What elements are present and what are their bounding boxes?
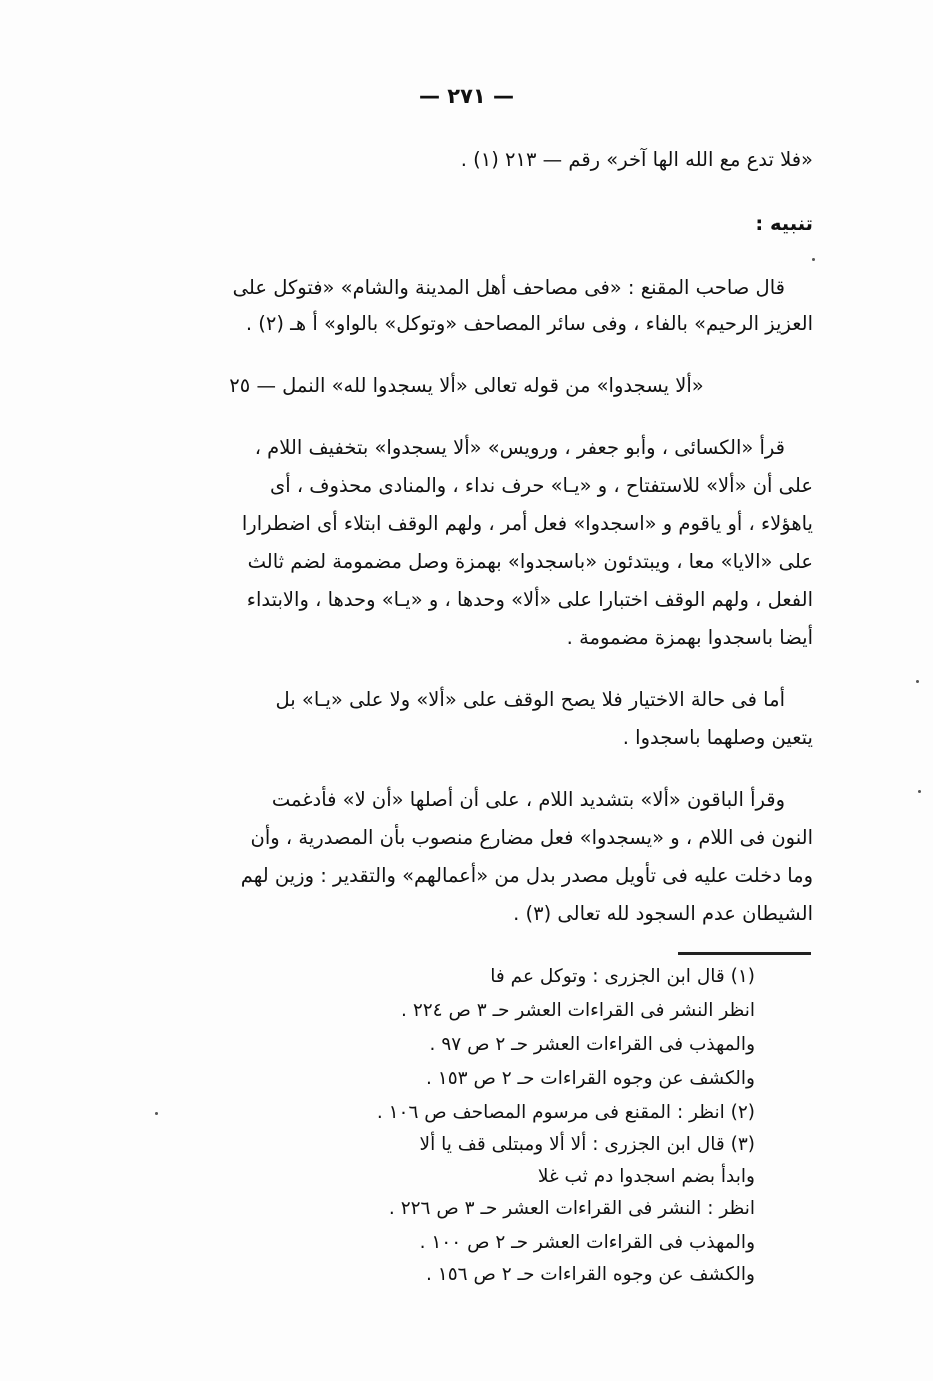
footnote-line: وابدأ بضم اسجدوا دم ثب غلا (537, 1166, 755, 1187)
footnote-line: والمهذب فى القراءات العشر حـ ٢ ص ١٠٠ . (419, 1232, 755, 1253)
scan-speck (812, 258, 815, 261)
footnote-line: والكشف عن وجوه القراءات حـ ٢ ص ١٥٦ . (426, 1264, 755, 1285)
paragraph-line: الشيطان عدم السجود لله تعالى (٣) . (513, 902, 813, 925)
paragraph-line: وما دخلت عليه فى تأويل مصدر بدل من «أعمالهم» والتقدير : وزين لهم (240, 864, 813, 887)
paragraph-line: على «الايا» معا ، ويبتدئون «باسجدوا» بهمزة وصل مضمومة لضم ثالث (247, 550, 813, 573)
page-number-header: — ٢٧١ — (418, 84, 515, 108)
paragraph-line: قال صاحب المقنع : «فى مصاحف أهل المدينة والشام» «فتوكل على (232, 276, 785, 299)
footnote-line: والمهذب فى القراءات العشر حـ ٢ ص ٩٧ . (429, 1034, 755, 1055)
paragraph-line: الفعل ، ولهم الوقف اختبارا على «ألا» وحدها ، و «يـا» وحدها ، والابتداء (246, 588, 813, 611)
footnote-line: انظر النشر فى القراءات العشر حـ ٣ ص ٢٢٤ . (401, 1000, 755, 1021)
paragraph-line: قرأ «الكسائى ، وأبو جعفر ، ورويس» «ألا يسجدوا» بتخفيف اللام ، (254, 436, 785, 459)
intro-verse-line: «فلا تدع مع الله الها آخر» رقم — ٢١٣ (١) . (460, 148, 813, 171)
paragraph-line: أيضا باسجدوا بهمزة مضمومة . (566, 626, 813, 649)
scan-speck (155, 1112, 158, 1115)
paragraph-line: ياهؤلاء ، أو ياقوم و «اسجدوا» فعل أمر ، ولهم الوقف ابتلاء أى اضطرارا (241, 512, 813, 535)
paragraph-line: النون فى اللام ، و «يسجدوا» فعل مضارع منصوب بأن المصدرية ، وأن (250, 826, 813, 849)
footnote-line: انظر : النشر فى القراءات العشر حـ ٣ ص ٢٢٦ . (388, 1198, 755, 1219)
footnote-separator (678, 952, 811, 955)
verse-reference-line: «ألا يسجدوا» من قوله تعالى «ألا يسجدوا لله» النمل — ٢٥ (229, 374, 704, 397)
notice-heading: تنبيه : (755, 212, 813, 235)
scan-speck (916, 680, 919, 683)
footnote-line: (٢) انظر : المقنع فى مرسوم المصاحف ص ١٠٦ . (376, 1102, 755, 1123)
paragraph-line: أما فى حالة الاختيار فلا يصح الوقف على «ألا» ولا على «يـا» بل (275, 688, 785, 711)
footnote-line: والكشف عن وجوه القراءات حـ ٢ ص ١٥٣ . (426, 1068, 755, 1089)
scan-speck (918, 790, 921, 793)
footnote-line: (٣) قال ابن الجزرى : ألا ألا ومبتلى قف يا ألا (419, 1134, 755, 1155)
footnote-line: (١) قال ابن الجزرى : وتوكل عم فا (490, 966, 755, 987)
paragraph-line: على أن «ألا» للاستفتاح ، و «يـا» حرف نداء ، والمنادى محذوف ، أى (269, 474, 813, 497)
paragraph-line: يتعين وصلهما باسجدوا . (622, 726, 813, 749)
paragraph-line: وقرأ الباقون «ألا» بتشديد اللام ، على أن أصلها «أن لا» فأدغمت (271, 788, 785, 811)
paragraph-line: العزيز الرحيم» بالفاء ، وفى سائر المصاحف «وتوكل» بالواو» أ هـ (٢) . (245, 312, 813, 335)
